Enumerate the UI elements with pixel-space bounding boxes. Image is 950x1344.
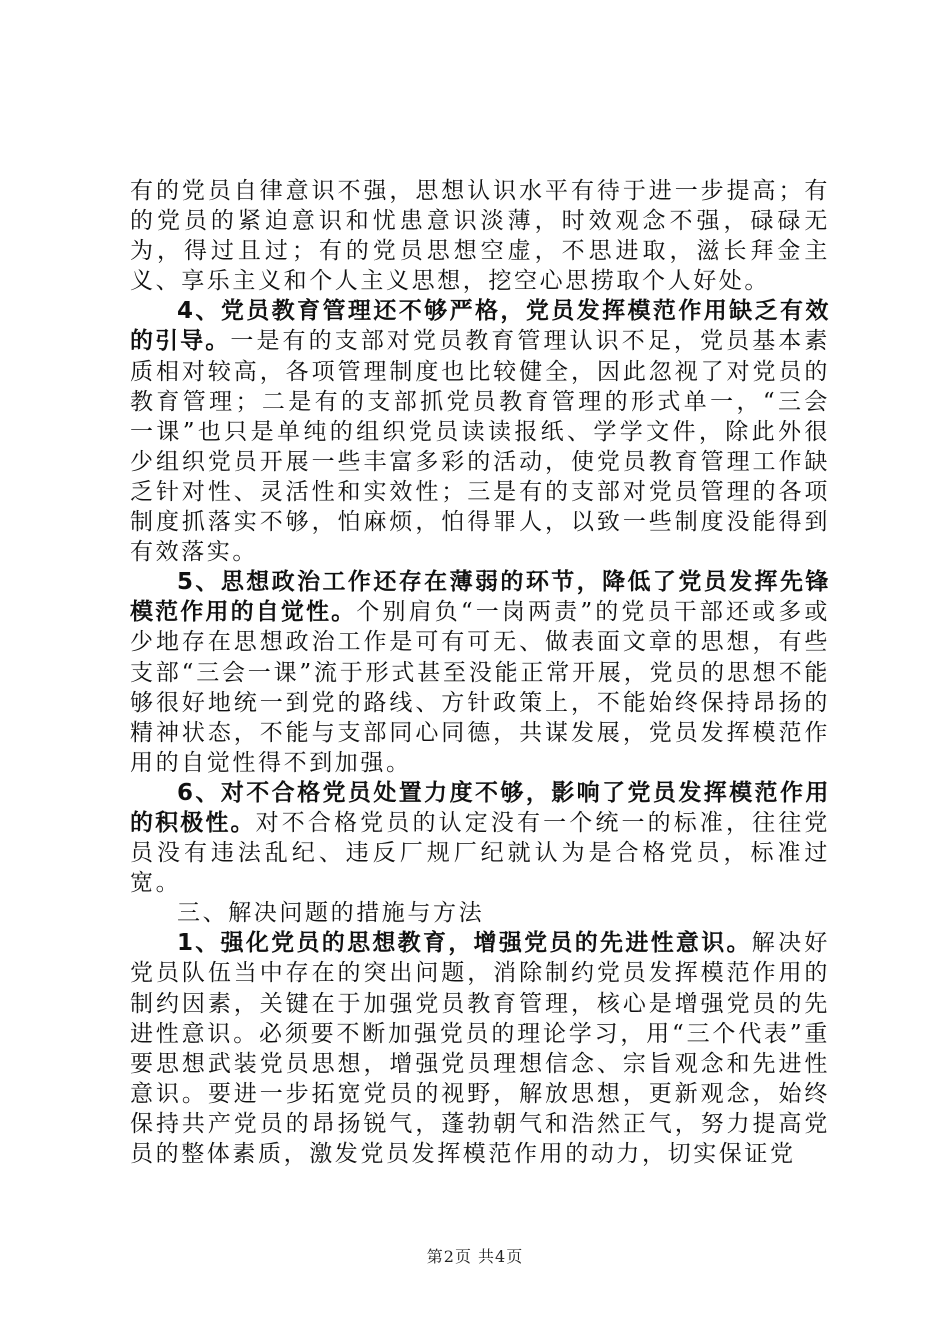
paragraph-text: 一是有的支部对党员教育管理认识不足，党员基本素质相对较高，各项管理制度也比较健全，因此忽视了对党员的教育管理；二是有的支部抓党员教育管理的形式单一，“三会一课”也只是单纯的组织党员读读报纸、学学文件，除此外很少组织党员开展一些丰富多彩的活动，使党员教育管理工作缺乏针对性、灵活性和实效性；三是有的支部对党员管理的各项制度抓落实不够，怕麻烦，怕得罪人，以致一些制度没能得到有效落实。: [130, 328, 830, 566]
section-heading-text: 三、解决问题的措施与方法: [177, 900, 485, 927]
page-footer: 第2页 共4页: [426, 1247, 524, 1266]
paragraph-text: 解决好党员队伍当中存在的突出问题，消除制约党员发挥模范作用的制约因素，关键在于加强党员教育管理，核心是增强党员的先进性意识。必须要不断加强党员的理论学习，用“三个代表”重要思想武装党员思想，增强党员理想信念、宗旨观念和先进性意识。要进一步拓宽党员的视野，解放思想，更新观念，始终保持共产党员的昂扬锐气，蓬勃朝气和浩然正气，努力提高党员的整体素质，激发党员发挥模范作用的动力，切实保证党: [130, 930, 830, 1167]
paragraph-item-4: [130, 296, 830, 567]
paragraph-text: 个别肩负“一岗两责”的党员干部还或多或少地存在思想政治工作是可有可无、做表面文章的思想，有些支部“三会一课”流于形式甚至没能正常开展，党员的思想不能够很好地统一到党的路线、方针政策上，不能始终保持昂扬的精神状态，不能与支部同心同德，共谋发展，党员发挥模范作用的自觉性得不到加强。: [130, 599, 830, 776]
paragraph-item-6: [130, 778, 830, 898]
paragraph-heading: 5、思想政治工作还存在薄弱的环节，降低了党员发挥先锋模范作用的自觉性。: [130, 569, 830, 626]
paragraph-item-5: [130, 567, 830, 778]
section-heading: [130, 898, 830, 928]
paragraph-heading: 1、强化党员的思想教育，增强党员的先进性意识。: [177, 930, 752, 957]
paragraph-text: 对不合格党员的认定没有一个统一的标准，往往党员没有违法乱纪、违反厂规厂纪就认为是合格党员，标准过宽。: [130, 809, 830, 897]
paragraph-continuation: [130, 176, 830, 296]
paragraph-heading: 6、对不合格党员处置力度不够，影响了党员发挥模范作用的积极性。: [130, 779, 830, 836]
paragraph-heading: 4、党员教育管理还不够严格，党员发挥模范作用缺乏有效的引导。: [130, 298, 830, 355]
paragraph-text: 有的党员自律意识不强，思想认识水平有待于进一步提高；有的党员的紧迫意识和忧患意识淡薄，时效观念不强，碌碌无为，得过且过；有的党员思想空虚，不思进取，滋长拜金主义、享乐主义和个人主义思想，挖空心思捞取个人好处。: [130, 178, 830, 295]
document-body: [130, 176, 830, 1169]
paragraph-measure-1: [130, 928, 830, 1169]
